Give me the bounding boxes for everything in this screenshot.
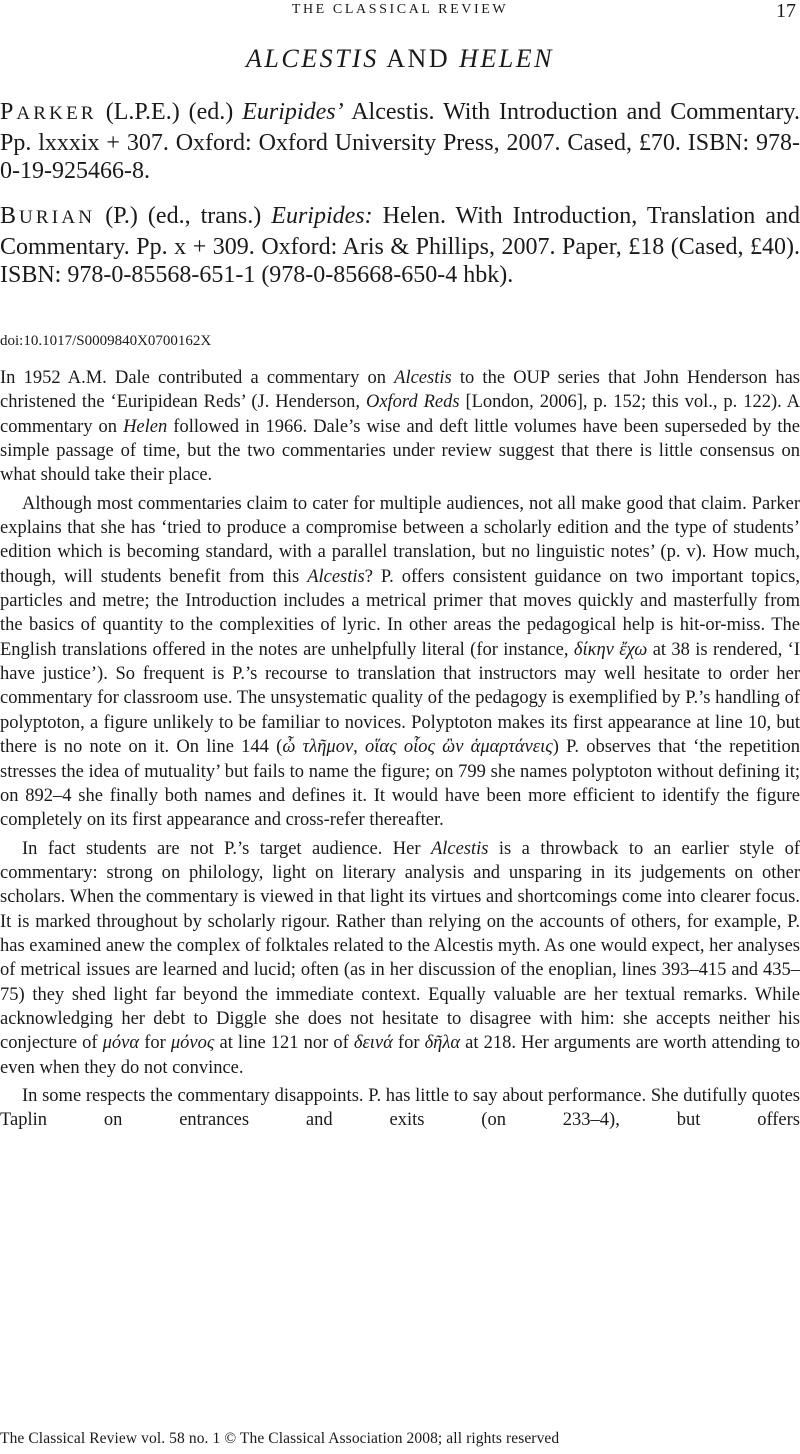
text-run-italic: Oxford Reds xyxy=(365,392,460,413)
copyright-footer: The Classical Review vol. 58 no. 1 © The Classical Association 2008; all rights reserved xyxy=(0,1430,560,1447)
text-run-italic: Alcestis xyxy=(394,368,452,388)
text-run: for xyxy=(392,1033,425,1054)
text-run: In fact students are not P.’s target audience. Her xyxy=(22,838,431,859)
text-run: ) P. observes that ‘the repetition stresses the idea of mutuality’ but fails to name the figure; on 799 she names polyptoton without defining it; on 892–4 she finally both names and defines it. It would have been more efficient to identify the figure completely on its first appearance and cross-refer thereafter. xyxy=(0,737,800,831)
paragraph xyxy=(0,492,800,833)
greek-quotation: δῆλα xyxy=(424,1033,461,1054)
section-title-helen: HELEN xyxy=(459,44,554,73)
review-body xyxy=(0,366,800,1133)
author-initial: B xyxy=(0,203,20,229)
bibliography-entry-burian xyxy=(0,202,800,290)
author-surname-rest: URIAN xyxy=(19,207,96,228)
text-run-italic: Alcestis xyxy=(430,838,489,859)
work-author: Euripides’ xyxy=(242,99,344,125)
paragraph xyxy=(0,366,800,488)
paragraph xyxy=(0,1084,800,1133)
section-title-and: AND xyxy=(378,44,460,73)
author-details: (L.P.E.) (ed.) xyxy=(96,99,243,125)
text-run: at 38 is rendered, ‘I have justice’). So frequent is P.’s recourse to translation that instructors may well hesitate to order her commentary for classroom use. The unsystematic quality of the pedagogy is exemplified by P.’s handling of polyptoton, a figure unlikely to be familiar to novices. Polyptoton makes its first appearance at line 10, but there is no note on it. On line 144 ( xyxy=(0,639,800,758)
section-title xyxy=(0,44,800,74)
book-details: Helen. With Introduction, Translation and Commentary. Pp. x + 309. Oxford: Aris & Phillips, 2007. Paper, £18 (Cased, £40). ISBN: 978-0-85568-651-1 (978-0-85668-650-4 hbk). xyxy=(0,203,800,289)
text-run: Although most commentaries claim to cater for multiple audiences, not all make good that claim. Parker explains that she has ‘tried to produce a compromise between a scholarly edition and the type of students’ edition which is becoming standard, with a parallel translation, but no linguistic notes’ (p. v). How much, though, will students benefit from this xyxy=(0,493,800,587)
text-run: to the OUP series that John Henderson has christened the ‘Euripidean Reds’ (J. Henderson, xyxy=(0,368,800,413)
author-name xyxy=(0,203,95,229)
text-run: In some respects the commentary disappoints. P. has little to say about performance. She dutifully quotes Taplin on entrances and exits (on 233–4), but offers xyxy=(0,1085,800,1131)
doi-link[interactable]: doi:10.1017/S0009840X0700162X xyxy=(0,333,212,349)
work-author: Euripides: xyxy=(271,203,373,229)
running-head xyxy=(0,0,800,22)
greek-quotation: μόνος xyxy=(170,1033,215,1054)
text-run-italic: Alcestis xyxy=(307,566,365,587)
greek-quotation: μόνα xyxy=(102,1033,140,1054)
author-details: (P.) (ed., trans.) xyxy=(95,203,272,229)
text-run: ? P. offers consistent guidance on two important topics, particles and metre; the Introduction includes a metrical primer that moves quickly and masterfully from the basics of quantity to the complexities of lyric. In other areas the pedagogical help is hit-or-miss. The English translations offered in the notes are unhelpfully literal (for instance, xyxy=(0,566,800,660)
text-run: is a throwback to an earlier style of commentary: strong on philology, light on literary analysis and unsparing in its judgements on other scholars. When the commentary is viewed in that light its virtues and shortcomings come into clearer focus. It is marked throughout by scholarly rigour. Rather than relying on the accounts of others, for example, P. has examined anew the complex of folktales related to the Alcestis myth. As one would expect, her analyses of metrical issues are learned and lucid; often (as in her discussion of the enoplian, lines 393–415 and 435–75) they shed light far beyond the immediate context. Equally valuable are her textual remarks. While acknowledging her debt to Diggle she does not hesitate to disagree with him: she accepts neither his conjecture of xyxy=(0,838,800,1054)
text-run-italic: Helen xyxy=(123,416,168,437)
text-run: at 218. Her arguments are worth attending to even when they do not convince. xyxy=(0,1033,800,1078)
journal-name: THE CLASSICAL REVIEW xyxy=(291,2,509,17)
author-initial: P xyxy=(0,99,17,125)
author-name xyxy=(0,99,97,125)
greek-quotation: δεινά xyxy=(353,1033,393,1054)
greek-quotation: ὦ τλῆμον, οἵας οἷος ὢν ἁμαρτάνεις xyxy=(282,737,553,758)
book-details: Alcestis. With Introduction and Commentary. Pp. lxxxix + 307. Oxford: Oxford University Press, 2007. Cased, £70. ISBN: 978-0-19-925466-8. xyxy=(0,99,800,185)
text-run: for xyxy=(139,1033,171,1054)
text-run: at line 121 nor of xyxy=(214,1033,354,1054)
greek-quotation: δίκην ἔχω xyxy=(573,639,648,660)
author-surname-rest: ARKER xyxy=(16,103,97,124)
text-run: In 1952 A.M. Dale contributed a commentary on xyxy=(0,368,395,388)
text-run: [London, 2006], p. 152; this vol., p. 122). A commentary on xyxy=(0,392,800,437)
paragraph xyxy=(0,837,800,1080)
text-run: followed in 1966. Dale’s wise and deft little volumes have been superseded by the simple passage of time, but the two commentaries under review suggest that there is little consensus on what should take their place. xyxy=(0,416,800,486)
page-number: 17 xyxy=(776,0,796,22)
bibliography-entry-parker xyxy=(0,98,800,186)
section-title-alcestis: ALCESTIS xyxy=(246,44,379,73)
